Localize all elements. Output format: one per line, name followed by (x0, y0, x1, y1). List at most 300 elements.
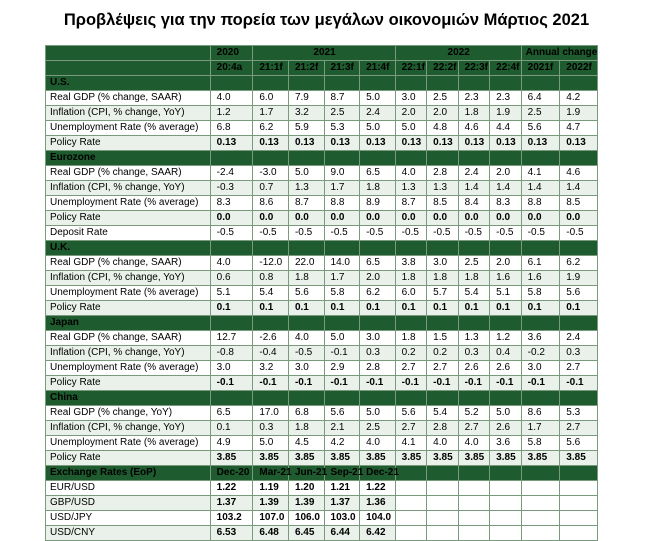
value-cell: 0.0 (288, 211, 324, 226)
value-cell: 2.8 (360, 361, 396, 376)
value-cell: 0.13 (324, 136, 360, 151)
fx-value: 106.0 (288, 511, 324, 526)
section-header-cell (210, 316, 253, 331)
section-header-cell (395, 391, 427, 406)
section-header-cell (324, 151, 360, 166)
value-cell: 8.5 (560, 196, 598, 211)
value-cell: 3.85 (395, 451, 427, 466)
value-cell: 5.8 (324, 286, 360, 301)
value-cell: 0.3 (560, 346, 598, 361)
section-header-cell (360, 241, 396, 256)
value-cell: 5.0 (490, 406, 522, 421)
value-cell: -0.1 (210, 376, 253, 391)
value-cell: 4.7 (560, 121, 598, 136)
section-header-cell (360, 76, 396, 91)
section-header-cell (210, 76, 253, 91)
table-row (46, 211, 598, 226)
section-header-cell (560, 241, 598, 256)
value-cell: 1.9 (560, 271, 598, 286)
header-period: 22:2f (427, 61, 459, 76)
value-cell: 2.5 (360, 421, 396, 436)
header-period: 2022f (560, 61, 598, 76)
fx-period: Dec-21 (360, 466, 396, 481)
value-cell: 1.7 (253, 106, 289, 121)
section-header-cell (324, 76, 360, 91)
value-cell: 4.4 (490, 121, 522, 136)
value-cell: -2.4 (210, 166, 253, 181)
section-header-cell (490, 391, 522, 406)
value-cell: 1.3 (288, 181, 324, 196)
value-cell: 0.3 (360, 346, 396, 361)
value-cell: 17.0 (253, 406, 289, 421)
section-header-cell (490, 316, 522, 331)
value-cell: 0.2 (427, 346, 459, 361)
value-cell: 4.0 (288, 331, 324, 346)
row-label: Unemployment Rate (% average) (46, 436, 211, 451)
section-header-cell (395, 241, 427, 256)
value-cell: -0.5 (560, 226, 598, 241)
value-cell: 1.2 (210, 106, 253, 121)
value-cell: 1.8 (458, 106, 490, 121)
value-cell: 0.1 (458, 301, 490, 316)
table-row (46, 166, 598, 181)
header-period: 22:3f (458, 61, 490, 76)
value-cell: 4.0 (210, 91, 253, 106)
row-label: Policy Rate (46, 451, 211, 466)
section-header-cell (210, 241, 253, 256)
fx-header-blank (521, 466, 560, 481)
value-cell: 0.1 (210, 301, 253, 316)
row-label: Real GDP (% change, SAAR) (46, 331, 211, 346)
row-label: Inflation (CPI, % change, YoY) (46, 106, 211, 121)
section-header-cell (521, 151, 560, 166)
section-header-cell (395, 151, 427, 166)
fx-period: Mar-21 (253, 466, 289, 481)
header-corner-bottom (46, 61, 211, 76)
fx-row (46, 526, 598, 541)
fx-blank-cell (490, 526, 522, 541)
value-cell: 5.6 (395, 406, 427, 421)
value-cell: -0.1 (560, 376, 598, 391)
section-header-cell (253, 391, 289, 406)
fx-blank-cell (395, 511, 427, 526)
row-label: Unemployment Rate (% average) (46, 286, 211, 301)
fx-value: 6.42 (360, 526, 396, 541)
value-cell: 1.4 (458, 181, 490, 196)
value-cell: 3.85 (210, 451, 253, 466)
value-cell: 0.4 (490, 346, 522, 361)
value-cell: 3.85 (560, 451, 598, 466)
value-cell: 4.2 (324, 436, 360, 451)
value-cell: 2.7 (560, 421, 598, 436)
value-cell: 5.2 (458, 406, 490, 421)
section-name: Japan (46, 316, 211, 331)
fx-blank-cell (458, 526, 490, 541)
header-year-2021: 2021 (253, 46, 395, 61)
section-header-cell (458, 316, 490, 331)
fx-blank-cell (490, 496, 522, 511)
value-cell: 3.0 (360, 331, 396, 346)
row-label: Unemployment Rate (% average) (46, 121, 211, 136)
value-cell: 2.6 (458, 361, 490, 376)
fx-pair: EUR/USD (46, 481, 211, 496)
value-cell: 3.0 (521, 361, 560, 376)
value-cell: 0.0 (458, 211, 490, 226)
value-cell: 0.13 (521, 136, 560, 151)
section-header-cell (490, 241, 522, 256)
value-cell: -0.1 (521, 376, 560, 391)
value-cell: 2.5 (427, 91, 459, 106)
value-cell: 0.13 (253, 136, 289, 151)
value-cell: 5.8 (521, 286, 560, 301)
section-header-cell (521, 76, 560, 91)
header-corner (46, 46, 211, 61)
value-cell: 6.0 (395, 286, 427, 301)
value-cell: 1.6 (521, 271, 560, 286)
row-label: Deposit Rate (46, 226, 211, 241)
value-cell: 1.3 (395, 181, 427, 196)
value-cell: 8.6 (253, 196, 289, 211)
section-header-cell (427, 151, 459, 166)
value-cell: 0.0 (490, 211, 522, 226)
value-cell: 0.0 (360, 211, 396, 226)
value-cell: 1.8 (395, 331, 427, 346)
value-cell: 6.5 (360, 256, 396, 271)
table-row (46, 286, 598, 301)
fx-title: Exchange Rates (EoP) (46, 466, 211, 481)
fx-blank-cell (427, 481, 459, 496)
value-cell: 5.6 (324, 406, 360, 421)
fx-value: 103.0 (324, 511, 360, 526)
table-row (46, 331, 598, 346)
section-header-cell (427, 241, 459, 256)
value-cell: 0.1 (395, 301, 427, 316)
table-row (46, 256, 598, 271)
header-period: 21:2f (288, 61, 324, 76)
value-cell: 6.2 (360, 286, 396, 301)
value-cell: -0.1 (458, 376, 490, 391)
section-header-cell (210, 151, 253, 166)
table-row (46, 406, 598, 421)
value-cell: -0.1 (324, 376, 360, 391)
value-cell: -0.5 (288, 346, 324, 361)
section-header (46, 391, 598, 406)
value-cell: 3.85 (288, 451, 324, 466)
value-cell: -0.4 (253, 346, 289, 361)
section-header-cell (521, 391, 560, 406)
value-cell: 4.0 (427, 436, 459, 451)
value-cell: 5.8 (521, 436, 560, 451)
value-cell: 4.9 (210, 436, 253, 451)
section-header (46, 151, 598, 166)
value-cell: 3.85 (490, 451, 522, 466)
fx-blank-cell (560, 526, 598, 541)
row-label: Inflation (CPI, % change, YoY) (46, 271, 211, 286)
value-cell: 5.1 (490, 286, 522, 301)
value-cell: 1.2 (490, 331, 522, 346)
table-row (46, 361, 598, 376)
value-cell: -0.5 (288, 226, 324, 241)
value-cell: -0.1 (288, 376, 324, 391)
value-cell: 1.8 (395, 271, 427, 286)
row-label: Policy Rate (46, 211, 211, 226)
value-cell: 0.0 (521, 211, 560, 226)
value-cell: 5.0 (360, 406, 396, 421)
fx-blank-cell (490, 481, 522, 496)
section-header-cell (253, 241, 289, 256)
value-cell: -0.5 (490, 226, 522, 241)
value-cell: 1.7 (324, 181, 360, 196)
value-cell: 4.8 (427, 121, 459, 136)
value-cell: 3.85 (324, 451, 360, 466)
page-title: Προβλέψεις για την πορεία των μεγάλων οικονομιών Μάρτιος 2021 (63, 11, 590, 29)
fx-value: 1.37 (324, 496, 360, 511)
table-row (46, 91, 598, 106)
fx-value: 104.0 (360, 511, 396, 526)
value-cell: -0.1 (427, 376, 459, 391)
value-cell: 0.13 (427, 136, 459, 151)
value-cell: 8.7 (288, 196, 324, 211)
table-row (46, 106, 598, 121)
value-cell: 8.9 (360, 196, 396, 211)
value-cell: 2.1 (324, 421, 360, 436)
value-cell: 0.0 (253, 211, 289, 226)
fx-value: 1.36 (360, 496, 396, 511)
section-header-cell (324, 241, 360, 256)
value-cell: 1.6 (490, 271, 522, 286)
value-cell: 8.8 (324, 196, 360, 211)
value-cell: 5.7 (427, 286, 459, 301)
fx-period: Sep-21 (324, 466, 360, 481)
row-label: Real GDP (% change, SAAR) (46, 91, 211, 106)
value-cell: 2.7 (395, 421, 427, 436)
value-cell: -0.5 (253, 226, 289, 241)
header-period: 20:4a (210, 61, 253, 76)
value-cell: 2.0 (427, 106, 459, 121)
value-cell: -0.1 (253, 376, 289, 391)
value-cell: 0.6 (210, 271, 253, 286)
value-cell: 5.0 (360, 121, 396, 136)
value-cell: -12.0 (253, 256, 289, 271)
value-cell: 2.0 (360, 271, 396, 286)
value-cell: 2.4 (458, 166, 490, 181)
value-cell: 0.0 (395, 211, 427, 226)
table-row (46, 226, 598, 241)
value-cell: 0.0 (210, 211, 253, 226)
value-cell: 0.13 (560, 136, 598, 151)
value-cell: 0.0 (324, 211, 360, 226)
value-cell: 7.9 (288, 91, 324, 106)
value-cell: 5.3 (560, 406, 598, 421)
value-cell: 6.4 (521, 91, 560, 106)
fx-value: 1.20 (288, 481, 324, 496)
header-row-years (46, 46, 598, 61)
header-year-2020: 2020 (210, 46, 253, 61)
value-cell: 0.0 (560, 211, 598, 226)
section-header-cell (288, 241, 324, 256)
value-cell: 4.0 (458, 436, 490, 451)
row-label: Unemployment Rate (% average) (46, 196, 211, 211)
fx-header-blank (560, 466, 598, 481)
value-cell: 0.13 (458, 136, 490, 151)
table-row (46, 196, 598, 211)
section-header-cell (458, 241, 490, 256)
table-row (46, 376, 598, 391)
value-cell: 3.0 (288, 361, 324, 376)
value-cell: 6.2 (560, 256, 598, 271)
value-cell: 0.13 (490, 136, 522, 151)
fx-blank-cell (458, 481, 490, 496)
value-cell: 0.1 (521, 301, 560, 316)
value-cell: 8.3 (490, 196, 522, 211)
section-header-cell (395, 316, 427, 331)
forecast-table (45, 45, 598, 541)
value-cell: -0.5 (427, 226, 459, 241)
fx-pair: USD/JPY (46, 511, 211, 526)
section-header-cell (490, 151, 522, 166)
fx-pair: GBP/USD (46, 496, 211, 511)
value-cell: 0.1 (490, 301, 522, 316)
section-header-cell (560, 76, 598, 91)
value-cell: 0.2 (395, 346, 427, 361)
value-cell: 3.85 (360, 451, 396, 466)
fx-blank-cell (521, 481, 560, 496)
value-cell: 1.9 (490, 106, 522, 121)
section-header (46, 316, 598, 331)
header-period: 21:1f (253, 61, 289, 76)
fx-blank-cell (458, 511, 490, 526)
section-header-cell (427, 76, 459, 91)
fx-blank-cell (560, 511, 598, 526)
section-header-cell (253, 151, 289, 166)
value-cell: 2.3 (490, 91, 522, 106)
fx-blank-cell (490, 511, 522, 526)
value-cell: 2.5 (458, 256, 490, 271)
value-cell: 8.6 (521, 406, 560, 421)
value-cell: 5.6 (560, 436, 598, 451)
value-cell: 2.9 (324, 361, 360, 376)
fx-value: 1.39 (253, 496, 289, 511)
fx-value: 6.48 (253, 526, 289, 541)
value-cell: 6.5 (360, 166, 396, 181)
value-cell: 0.1 (324, 301, 360, 316)
section-header-cell (490, 76, 522, 91)
value-cell: 2.8 (427, 421, 459, 436)
value-cell: 5.0 (360, 91, 396, 106)
fx-value: 6.53 (210, 526, 253, 541)
section-header-cell (324, 316, 360, 331)
value-cell: 8.5 (427, 196, 459, 211)
fx-value: 1.19 (253, 481, 289, 496)
value-cell: 3.2 (253, 361, 289, 376)
value-cell: 1.7 (521, 421, 560, 436)
value-cell: 5.4 (427, 406, 459, 421)
value-cell: 1.8 (458, 271, 490, 286)
table-row (46, 136, 598, 151)
value-cell: 2.5 (324, 106, 360, 121)
fx-blank-cell (395, 526, 427, 541)
row-label: Policy Rate (46, 301, 211, 316)
row-label: Unemployment Rate (% average) (46, 361, 211, 376)
table-row (46, 301, 598, 316)
value-cell: 8.4 (458, 196, 490, 211)
fx-blank-cell (560, 496, 598, 511)
fx-value: 103.2 (210, 511, 253, 526)
section-header-cell (360, 316, 396, 331)
section-header-cell (560, 316, 598, 331)
value-cell: -0.2 (521, 346, 560, 361)
value-cell: 3.85 (253, 451, 289, 466)
fx-header-blank (458, 466, 490, 481)
section-header (46, 76, 598, 91)
value-cell: 12.7 (210, 331, 253, 346)
value-cell: 5.1 (210, 286, 253, 301)
table-row (46, 346, 598, 361)
value-cell: 1.4 (521, 181, 560, 196)
fx-row (46, 511, 598, 526)
value-cell: 4.5 (288, 436, 324, 451)
value-cell: 3.6 (521, 331, 560, 346)
section-header-cell (458, 151, 490, 166)
value-cell: 1.9 (560, 106, 598, 121)
value-cell: -0.3 (210, 181, 253, 196)
fx-blank-cell (395, 481, 427, 496)
section-header-cell (360, 151, 396, 166)
section-header-cell (288, 76, 324, 91)
value-cell: 3.8 (395, 256, 427, 271)
value-cell: 6.8 (288, 406, 324, 421)
value-cell: 2.7 (395, 361, 427, 376)
header-period: 21:3f (324, 61, 360, 76)
section-header-cell (210, 391, 253, 406)
value-cell: 0.0 (427, 211, 459, 226)
value-cell: 5.0 (288, 166, 324, 181)
value-cell: 2.5 (521, 106, 560, 121)
value-cell: 5.4 (253, 286, 289, 301)
value-cell: 14.0 (324, 256, 360, 271)
section-name: Eurozone (46, 151, 211, 166)
value-cell: -0.5 (210, 226, 253, 241)
row-label: Real GDP (% change, YoY) (46, 406, 211, 421)
table-row (46, 271, 598, 286)
fx-blank-cell (521, 526, 560, 541)
value-cell: -0.1 (324, 346, 360, 361)
fx-blank-cell (521, 496, 560, 511)
row-label: Policy Rate (46, 136, 211, 151)
value-cell: 1.8 (288, 421, 324, 436)
value-cell: 4.0 (360, 436, 396, 451)
fx-blank-cell (427, 511, 459, 526)
section-header-cell (427, 391, 459, 406)
value-cell: 1.3 (427, 181, 459, 196)
value-cell: 3.6 (490, 436, 522, 451)
section-header-cell (560, 391, 598, 406)
section-header-cell (288, 391, 324, 406)
value-cell: 3.0 (395, 91, 427, 106)
value-cell: 4.6 (560, 166, 598, 181)
section-header-cell (360, 391, 396, 406)
value-cell: 0.1 (288, 301, 324, 316)
section-header-cell (521, 241, 560, 256)
value-cell: -0.5 (324, 226, 360, 241)
header-annual-change: Annual change (521, 46, 597, 61)
value-cell: -0.1 (360, 376, 396, 391)
value-cell: 0.13 (360, 136, 396, 151)
header-period: 22:4f (490, 61, 522, 76)
value-cell: 8.7 (324, 91, 360, 106)
section-header-cell (324, 391, 360, 406)
value-cell: 6.1 (521, 256, 560, 271)
